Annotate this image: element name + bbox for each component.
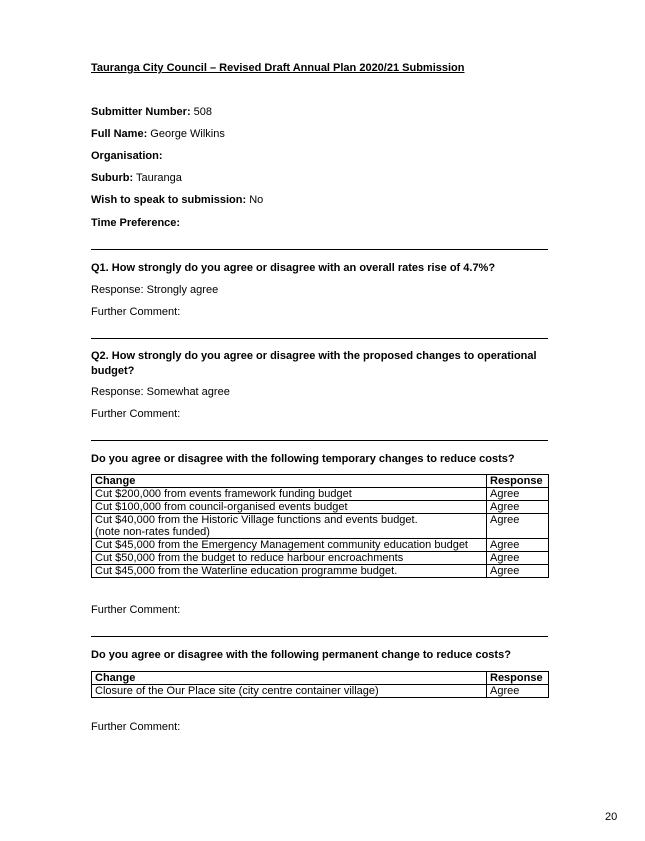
q1-response: Response: Strongly agree — [91, 284, 219, 296]
document-title: Tauranga City Council – Revised Draft Annual Plan 2020/21 Submission — [91, 62, 465, 74]
header-change: Change — [92, 672, 487, 685]
table-row — [92, 501, 549, 514]
field-value: 508 — [190, 106, 213, 118]
section-divider — [91, 636, 548, 637]
field-label: Wish to speak to submission: — [91, 194, 247, 206]
table-row — [92, 514, 549, 539]
temporary-changes-table — [91, 474, 549, 578]
change-cell: Cut $50,000 from the budget to reduce harbour encroachments — [92, 552, 487, 565]
change-cell: Closure of the Our Place site (city centre container village) — [92, 685, 487, 698]
field-value: George Wilkins — [147, 128, 225, 140]
section-divider — [91, 440, 548, 441]
field-label: Full Name: — [91, 128, 148, 140]
table-header-row — [92, 475, 549, 488]
q2-response: Response: Somewhat agree — [91, 386, 230, 398]
q1-further-comment: Further Comment: — [91, 306, 181, 318]
q2-question: Q2. How strongly do you agree or disagree with the proposed changes to operational budget? — [91, 350, 537, 377]
header-change: Change — [92, 475, 487, 488]
permanent-change-question: Do you agree or disagree with the following permanent change to reduce costs? — [91, 649, 511, 661]
response-cell: Agree — [487, 501, 549, 514]
table-row — [92, 552, 549, 565]
field-suburb — [91, 172, 182, 184]
response-cell: Agree — [487, 552, 549, 565]
temporary-changes-question: Do you agree or disagree with the following temporary changes to reduce costs? — [91, 453, 515, 465]
field-value: No — [246, 194, 264, 206]
field-label: Suburb: — [91, 172, 134, 184]
temporary-further-comment: Further Comment: — [91, 604, 181, 616]
field-time-preference — [91, 217, 180, 229]
permanent-further-comment: Further Comment: — [91, 721, 181, 733]
permanent-change-table — [91, 671, 549, 698]
field-label: Time Preference: — [91, 217, 181, 229]
response-cell: Agree — [487, 685, 549, 698]
q2-further-comment: Further Comment: — [91, 408, 181, 420]
response-cell: Agree — [487, 539, 549, 552]
header-response: Response — [487, 672, 549, 685]
table-row — [92, 539, 549, 552]
response-cell: Agree — [487, 565, 549, 578]
page-number: 20 — [605, 811, 618, 823]
field-organisation — [91, 150, 163, 162]
change-text: Cut $40,000 from the Historic Village functions and events budget. — [95, 514, 418, 526]
response-cell: Agree — [487, 488, 549, 501]
section-divider — [91, 249, 548, 250]
section-divider — [91, 338, 548, 339]
change-cell: Cut $200,000 from events framework funding budget — [92, 488, 487, 501]
table-row — [92, 685, 549, 698]
table-row — [92, 488, 549, 501]
change-cell — [92, 514, 487, 539]
response-cell: Agree — [487, 514, 549, 539]
field-label: Submitter Number: — [91, 106, 191, 118]
change-cell: Cut $45,000 from the Waterline education programme budget. — [92, 565, 487, 578]
field-value: Tauranga — [133, 172, 182, 184]
header-response: Response — [487, 475, 549, 488]
change-cell: Cut $45,000 from the Emergency Management community education budget — [92, 539, 487, 552]
field-label: Organisation: — [91, 150, 163, 162]
table-header-row — [92, 672, 549, 685]
field-full-name — [91, 128, 225, 140]
change-cell: Cut $100,000 from council-organised events budget — [92, 501, 487, 514]
table-row — [92, 565, 549, 578]
change-note: (note non-rates funded) — [95, 526, 210, 538]
field-wish-to-speak — [91, 194, 263, 206]
q1-question: Q1. How strongly do you agree or disagree with an overall rates rise of 4.7%? — [91, 262, 496, 274]
field-submitter-number — [91, 106, 212, 118]
